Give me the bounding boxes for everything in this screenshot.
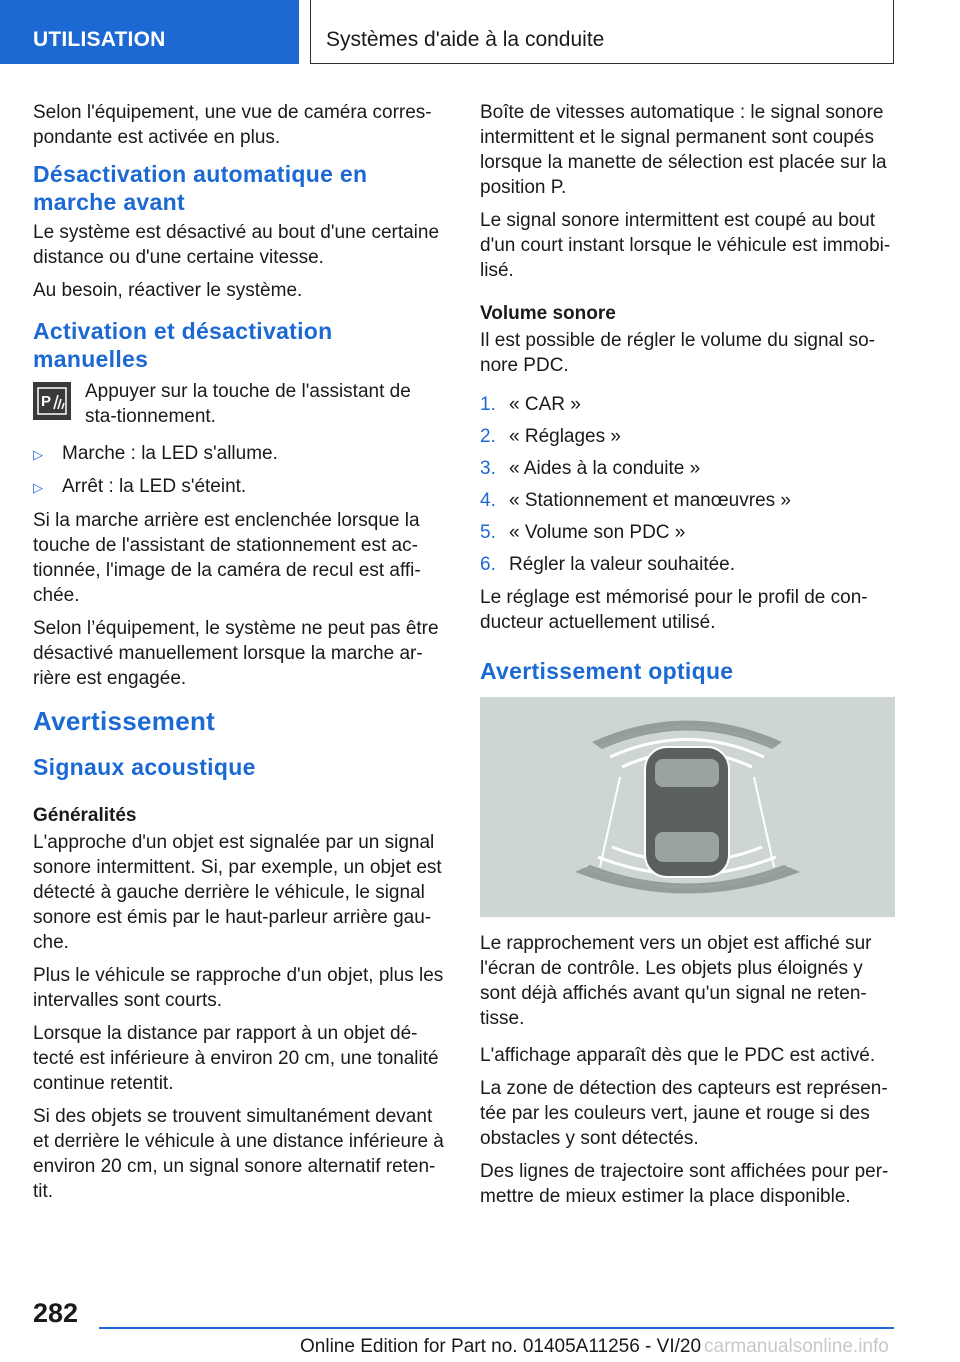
general-paragraph-2: Plus le véhicule se rapproche d'un objet, plus les intervalles sont courts. — [33, 965, 444, 1011]
gear-paragraph: Boîte de vitesses automatique : le signal sonore intermittent et le signal permanent sont coupés lorsque la manette de sélection est placée sur la position P. — [480, 102, 887, 198]
parking-assistant-icon — [33, 382, 71, 420]
right-column — [480, 100, 894, 1217]
list-item: 2. « Réglages » — [480, 426, 621, 447]
footer-divider — [99, 1327, 894, 1329]
heading-optical: Avertissement optique — [480, 658, 734, 684]
manual-paragraph-2: Selon l’équipement, le système ne peut pas être désactivé manuellement lorsque la marche ar-rière est engagée. — [33, 618, 439, 689]
chapter-title: Systèmes d'aide à la conduite — [326, 28, 605, 51]
optical-paragraph-2: L'affichage apparaît dès que le PDC est activé. — [480, 1045, 876, 1066]
left-column — [33, 100, 447, 1212]
led-list — [33, 441, 447, 500]
list-item: 5. « Volume son PDC » — [480, 522, 686, 543]
chapter-tab — [310, 0, 894, 64]
heading-acoustic: Signaux acoustique — [33, 754, 256, 780]
footer-edition: Online Edition for Part no. 01405A11256 - VI/20 — [300, 1336, 702, 1357]
list-item: 4. « Stationnement et manœuvres » — [480, 490, 791, 511]
section-tab — [0, 0, 299, 64]
volume-paragraph: Il est possible de régler le volume du signal so-nore PDC. — [480, 330, 875, 376]
heading-auto-deactivation: Désactivation automatique en marche avant — [33, 161, 368, 215]
list-item: ▷ Marche : la LED s'allume. — [33, 441, 447, 467]
triangle-bullet-icon: ▷ — [33, 480, 43, 495]
heading-manual: Activation et désactivation manuelles — [33, 318, 333, 372]
stop-paragraph: Le signal sonore intermittent est coupé au bout d'un court instant lorsque le véhicule est immobi-lisé. — [480, 210, 891, 281]
heading-general: Généralités — [33, 805, 137, 826]
optical-paragraph-3: La zone de détection des capteurs est représen-tée par les couleurs vert, jaune et rouge si des obstacles y sont détectés. — [480, 1078, 888, 1149]
page-number: 282 — [33, 1298, 79, 1328]
list-item: 1. « CAR » — [480, 394, 581, 415]
general-paragraph-3: Lorsque la distance par rapport à un objet dé-tecté est inférieure à environ 20 cm, une tonalité continue retentit. — [33, 1023, 439, 1094]
button-text: Appuyer sur la touche de l'assistant de sta-tionnement. — [85, 381, 411, 427]
intro-paragraph: Selon l'équipement, une vue de caméra corres-pondante est activée en plus. — [33, 102, 432, 148]
triangle-bullet-icon: ▷ — [33, 447, 43, 462]
list-item: 3. « Aides à la conduite » — [480, 458, 701, 479]
general-paragraph-1: L'approche d'un objet est signalée par un signal sonore intermittent. Si, par exemple, un objet est détecté à gauche derrière le véhicule, le signal sonore est émis par le haut-parleur arrière gau-che. — [33, 832, 442, 953]
list-item: ▷ Arrêt : la LED s'éteint. — [33, 474, 447, 500]
button-instruction — [33, 379, 447, 429]
heading-volume: Volume sonore — [480, 303, 616, 324]
heading-warning: Avertissement — [33, 706, 216, 736]
auto-paragraph-1: Le système est désactivé au bout d'une certaine distance ou d'une certaine vitesse. — [33, 222, 440, 268]
auto-paragraph-2: Au besoin, réactiver le système. — [33, 280, 303, 301]
pdc-display-image — [480, 697, 895, 917]
list-item: 6. Régler la valeur souhaitée. — [480, 554, 736, 575]
general-paragraph-4: Si des objets se trouvent simultanément devant et derrière le véhicule à une distance inférieure à environ 20 cm, un signal sonore alternatif reten-tit. — [33, 1106, 444, 1202]
section-title: UTILISATION — [33, 28, 166, 51]
svg-text:P: P — [41, 393, 52, 410]
steps-list — [480, 392, 894, 577]
watermark: carmanualsonline.info — [704, 1336, 889, 1357]
manual-paragraph-1: Si la marche arrière est enclenchée lorsque la touche de l'assistant de stationnement est ac-tionnée, l'image de la caméra de recul est affi-chée. — [33, 510, 421, 606]
optical-paragraph-4: Des lignes de trajectoire sont affichées pour per-mettre de mieux estimer la place disponible. — [480, 1161, 889, 1207]
optical-paragraph-1: Le rapprochement vers un objet est affiché sur l'écran de contrôle. Les objets plus éloignés y sont déjà affichés avant qu'un signal ne reten-tisse. — [480, 933, 872, 1029]
saved-paragraph: Le réglage est mémorisé pour le profil de con-ducteur actuellement utilisé. — [480, 587, 868, 633]
